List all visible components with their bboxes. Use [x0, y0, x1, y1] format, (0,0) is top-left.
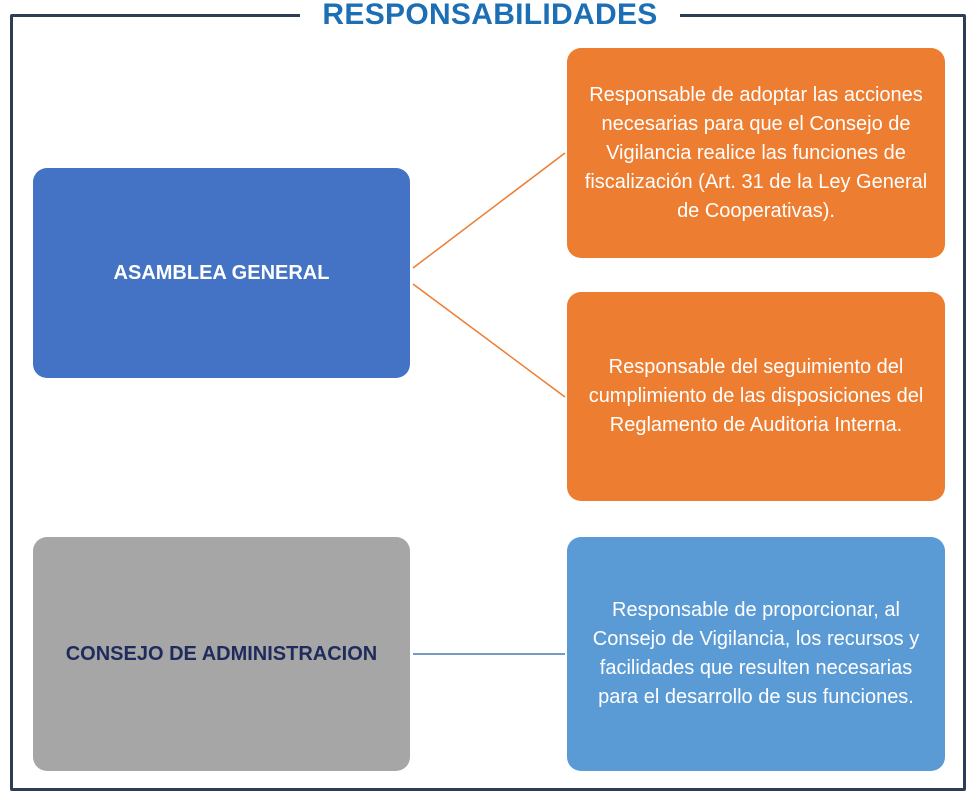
responsibility-box-2: [567, 292, 945, 501]
connector-asamblea-resp1: [413, 153, 565, 268]
consejo-administracion-box: [33, 537, 410, 771]
responsibility-text-3: Responsable de proporcionar, al Consejo de Vigilancia, los recursos y facilidades que resulten necesarias para el desarrollo de sus funciones.: [592, 599, 920, 708]
connector-asamblea-resp2: [413, 284, 565, 397]
responsibility-box-3: [567, 537, 945, 771]
responsibility-box-1: [567, 48, 945, 258]
asamblea-general-label: ASAMBLEA GENERAL: [113, 261, 330, 284]
asamblea-general-box: [33, 168, 410, 378]
page-title: RESPONSABILIDADES: [322, 0, 658, 31]
responsibility-text-1: Responsable de adoptar las acciones necesarias para que el Consejo de Vigilancia realice las funciones de fiscalización (Art. 31 de la Ley General de Cooperativas).: [584, 83, 928, 222]
consejo-administracion-label: CONSEJO DE ADMINISTRACION: [65, 642, 378, 665]
responsibility-text-2: Responsable del seguimiento del cumplimiento de las disposiciones del Reglamento de Auditoria Interna.: [588, 356, 924, 436]
title-container: [300, 0, 680, 30]
